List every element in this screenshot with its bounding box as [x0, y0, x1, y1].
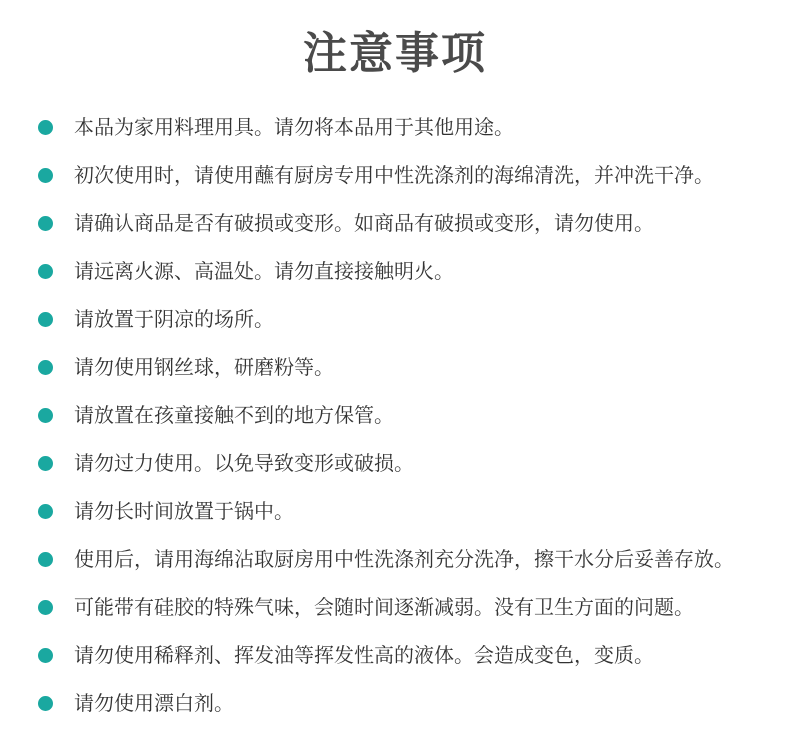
list-item — [0, 631, 790, 679]
note-text: 请勿使用稀释剂、挥发油等挥发性高的液体。会造成变色，变质。 — [74, 643, 654, 667]
list-item — [0, 103, 790, 151]
note-text: 请勿长时间放置于锅中。 — [74, 499, 294, 523]
bullet-dot-icon — [38, 408, 53, 423]
bullet-dot-icon — [38, 120, 53, 135]
note-text: 本品为家用料理用具。请勿将本品用于其他用途。 — [74, 115, 514, 139]
bullet-dot-icon — [38, 648, 53, 663]
bullet-dot-icon — [38, 552, 53, 567]
list-item — [0, 343, 790, 391]
bullet-dot-icon — [38, 216, 53, 231]
list-item — [0, 583, 790, 631]
note-text: 请勿使用钢丝球，研磨粉等。 — [74, 355, 334, 379]
list-item — [0, 391, 790, 439]
bullet-dot-icon — [38, 504, 53, 519]
list-item — [0, 151, 790, 199]
list-item — [0, 487, 790, 535]
note-text: 使用后，请用海绵沾取厨房用中性洗涤剂充分洗净，擦干水分后妥善存放。 — [74, 547, 734, 571]
list-item — [0, 439, 790, 487]
list-item — [0, 295, 790, 343]
bullet-dot-icon — [38, 360, 53, 375]
list-item — [0, 199, 790, 247]
note-text: 请勿使用漂白剂。 — [74, 691, 234, 715]
bullet-dot-icon — [38, 168, 53, 183]
bullet-dot-icon — [38, 696, 53, 711]
list-item — [0, 679, 790, 727]
bullet-dot-icon — [38, 600, 53, 615]
note-text: 可能带有硅胶的特殊气味，会随时间逐渐减弱。没有卫生方面的问题。 — [74, 595, 694, 619]
page-title: 注意事项 — [303, 28, 487, 79]
note-text: 请勿过力使用。以免导致变形或破损。 — [74, 451, 414, 475]
list-item — [0, 247, 790, 295]
precautions-list — [0, 103, 790, 727]
note-text: 请放置于阴凉的场所。 — [74, 307, 274, 331]
bullet-dot-icon — [38, 456, 53, 471]
list-item — [0, 535, 790, 583]
note-text: 初次使用时，请使用蘸有厨房专用中性洗涤剂的海绵清洗，并冲洗干净。 — [74, 163, 714, 187]
note-text: 请确认商品是否有破损或变形。如商品有破损或变形，请勿使用。 — [74, 211, 654, 235]
note-text: 请远离火源、高温处。请勿直接接触明火。 — [74, 259, 454, 283]
bullet-dot-icon — [38, 264, 53, 279]
note-text: 请放置在孩童接触不到的地方保管。 — [74, 403, 394, 427]
bullet-dot-icon — [38, 312, 53, 327]
